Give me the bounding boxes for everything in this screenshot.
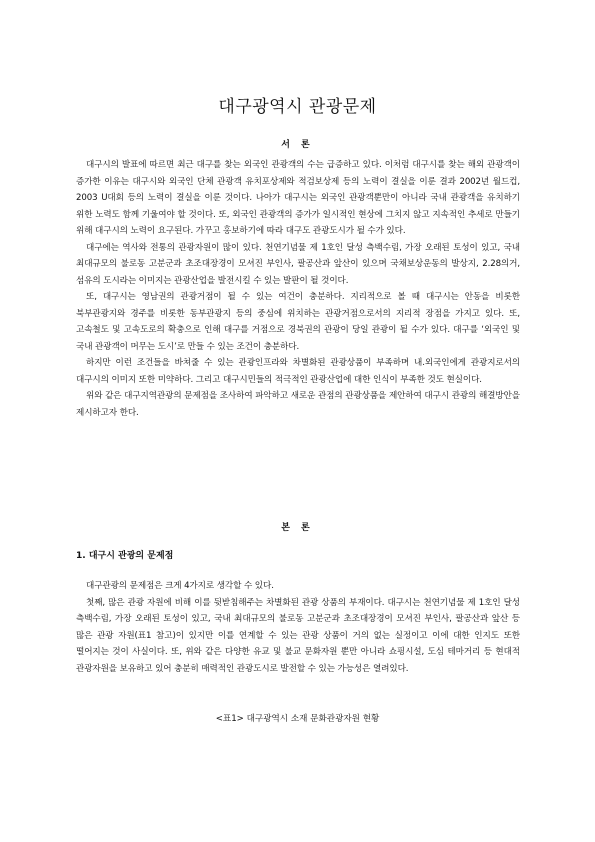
body-heading: 본 론 <box>281 523 314 533</box>
intro-paragraph-1: 대구시의 발표에 따르면 최근 대구를 찾는 외국인 관광객의 수는 급증하고 있다. 이처럼 대구시를 찾는 해외 관광객이 증가한 이유는 대구시와 외국인 단체 관광객 유치포상제와 적검보상제 등의 노력이 결실을 이룬 결과 2002년 월드컵, 2003 U대회 등의 노력이 결실을 이룬 것이다. 나아가 대구시는 외국인 관광객뿐만이 아니라 국내 관광객을 유치하기 위한 노력도 함께 기울여야 할 것이다. 또, 외국인 관광객의 증가가 일시적인 현상에 그치지 않고 지속적인 추세로 만들기 위해 대구시의 노력이 요구된다. 가꾸고 홍보하기에 따라 대구도 관광도시가 될 수가 있다. <box>76 160 520 236</box>
body-paragraph-1: 대구관광의 문제점은 크게 4가지로 생각할 수 있다. <box>86 581 274 591</box>
intro-paragraph-5: 위와 같은 대구지역관광의 문제점을 조사하여 파악하고 새로운 관점의 관광상품을 제안하여 대구시 관광의 해결방안을 제시하고자 한다. <box>76 391 520 418</box>
intro-paragraph-2: 대구에는 역사와 전통의 관광자원이 많이 있다. 천연기념물 제 1호인 달성 측백수림, 가장 오래된 토성이 있고, 국내 최대규모의 불로동 고분군과 초조대장경이 모셔진 부인사, 팔공산과 앞산이 있으며 국채보상운동의 발상지, 2.28의거, 섬유의 도시라는 이미지는 관광산업을 발전시킬 수 있는 발판이 될 것이다. <box>76 242 520 286</box>
body-paragraph-2: 첫째, 많은 관광 자원에 비해 이를 뒷받침해주는 차별화된 관광 상품의 부재이다. 대구시는 천연기념물 제 1호인 달성 측백수림, 가장 오래된 토성이 있고, 국내 최대규모의 불로동 고분군과 초조대장경이 모셔진 부인사, 팔공산과 앞산 등 많은 관광 자원(표1 참고)이 있지만 이를 연계할 수 있는 관광 상품이 거의 없는 실정이고 이에 대한 인지도 또한 떨어지는 것이 사실이다. 또, 위와 같은 다양한 유교 및 불교 문화자원 뿐만 아니라 쇼핑시설, 도심 테마거리 등 현대적 관광자원을 보유하고 있어 충분히 매력적인 관광도시로 발전할 수 있는 가능성은 열려있다. <box>76 597 520 674</box>
page-title: 대구광역시 관광문제 <box>218 97 377 117</box>
body-section <box>76 578 520 677</box>
intro-section <box>76 157 520 421</box>
intro-heading: 서 론 <box>281 140 314 150</box>
intro-paragraph-3: 또, 대구시는 영남권의 관광거점이 될 수 있는 여건이 충분하다. 지리적으로 볼 때 대구시는 안동을 비롯한 북부관광지와 경주를 비롯한 동부관광지 등의 중심에 위치하는 관광거점으로서의 지리적 장점을 가지고 있다. 또, 고속철도 및 고속도로의 확충으로 인해 대구를 거점으로 경북권의 관광이 당일 관광이 될 수가 있다. 대구를 ‘외국인 및 국내 관광객이 머무는 도시’로 만들 수 있는 조건이 충분하다. <box>76 292 520 352</box>
intro-paragraph-4: 하지만 이런 조건들을 바쳐줄 수 있는 관광인프라와 차별화된 관광상품이 부족하며 내.외국인에게 관광지로서의 대구시의 이미지 또한 미약하다. 그리고 대구시민들의 적극적인 관광산업에 대한 인식이 부족한 것도 현실이다. <box>76 358 520 385</box>
table-caption: <표1> 대구광역시 소재 문화관광자원 현황 <box>215 714 380 724</box>
section-subheading: 1. 대구시 관광의 문제점 <box>76 551 174 561</box>
